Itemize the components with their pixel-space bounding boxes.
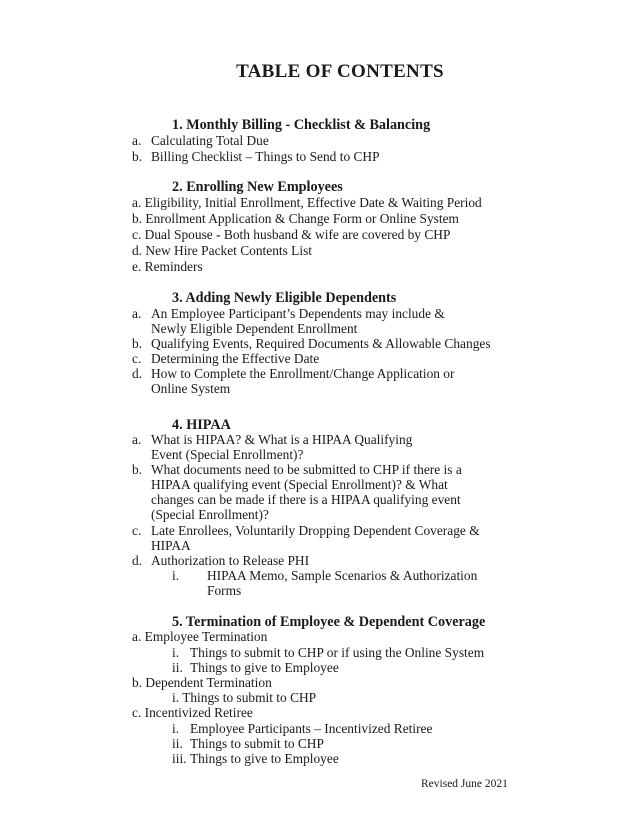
- list-item: c. Incentivized Retiree: [132, 705, 253, 720]
- list-subitem: iii. Things to give to Employee: [172, 751, 339, 766]
- list-item: b. Billing Checklist – Things to Send to CHP: [132, 149, 380, 164]
- list-item: a. Eligibility, Initial Enrollment, Effective Date & Waiting Period: [132, 195, 482, 210]
- list-subitem: i. Things to submit to CHP: [172, 690, 317, 705]
- list-item-continuation: Event (Special Enrollment)?: [151, 447, 304, 462]
- list-item-continuation: HIPAA: [151, 538, 191, 553]
- list-item-continuation: HIPAA qualifying event (Special Enrollment)? & What: [151, 477, 448, 492]
- list-item: d. Authorization to Release PHI: [132, 553, 310, 568]
- list-item: c. Dual Spouse - Both husband & wife are covered by CHP: [132, 227, 451, 242]
- list-subitem: i. Employee Participants – Incentivized Retiree: [172, 721, 433, 736]
- list-item: a. What is HIPAA? & What is a HIPAA Qualifying: [132, 432, 413, 447]
- list-item: a. Employee Termination: [132, 629, 268, 644]
- section-heading-4: 4. HIPAA: [172, 417, 231, 433]
- list-item: d. New Hire Packet Contents List: [132, 243, 313, 258]
- section-heading-3: 3. Adding Newly Eligible Dependents: [172, 290, 397, 306]
- list-subitem: i. Things to submit to CHP or if using the Online System: [172, 645, 485, 660]
- section-heading-2: 2. Enrolling New Employees: [172, 179, 343, 195]
- revision-note: Revised June 2021: [421, 778, 508, 790]
- list-item-continuation: changes can be made if there is a HIPAA qualifying event: [151, 492, 461, 507]
- list-item: b. Qualifying Events, Required Documents & Allowable Changes: [132, 336, 491, 351]
- list-subitem: ii. Things to submit to CHP: [172, 736, 324, 751]
- list-item: a. Calculating Total Due: [132, 133, 269, 148]
- list-subitem: i. HIPAA Memo, Sample Scenarios & Authorization: [172, 568, 478, 583]
- list-item: b. Dependent Termination: [132, 675, 272, 690]
- list-item: b. Enrollment Application & Change Form or Online System: [132, 211, 459, 226]
- section-heading-1: 1. Monthly Billing - Checklist & Balancing: [172, 117, 431, 133]
- list-item: c. Determining the Effective Date: [132, 351, 320, 366]
- list-item: c. Late Enrollees, Voluntarily Dropping Dependent Coverage &: [132, 523, 480, 538]
- section-heading-5: 5. Termination of Employee & Dependent Coverage: [172, 614, 486, 630]
- list-item-continuation: (Special Enrollment)?: [151, 507, 269, 522]
- list-item: b. What documents need to be submitted to CHP if there is a: [132, 462, 462, 477]
- list-item-continuation: Newly Eligible Dependent Enrollment: [151, 321, 358, 336]
- list-item: d. How to Complete the Enrollment/Change Application or: [132, 366, 455, 381]
- list-item: a. An Employee Participant’s Dependents may include &: [132, 306, 445, 321]
- list-subitem: ii. Things to give to Employee: [172, 660, 339, 675]
- list-item-continuation: Forms: [207, 583, 242, 598]
- page-title: TABLE OF CONTENTS: [236, 61, 444, 82]
- list-item: e. Reminders: [132, 259, 203, 274]
- list-item-continuation: Online System: [151, 381, 231, 396]
